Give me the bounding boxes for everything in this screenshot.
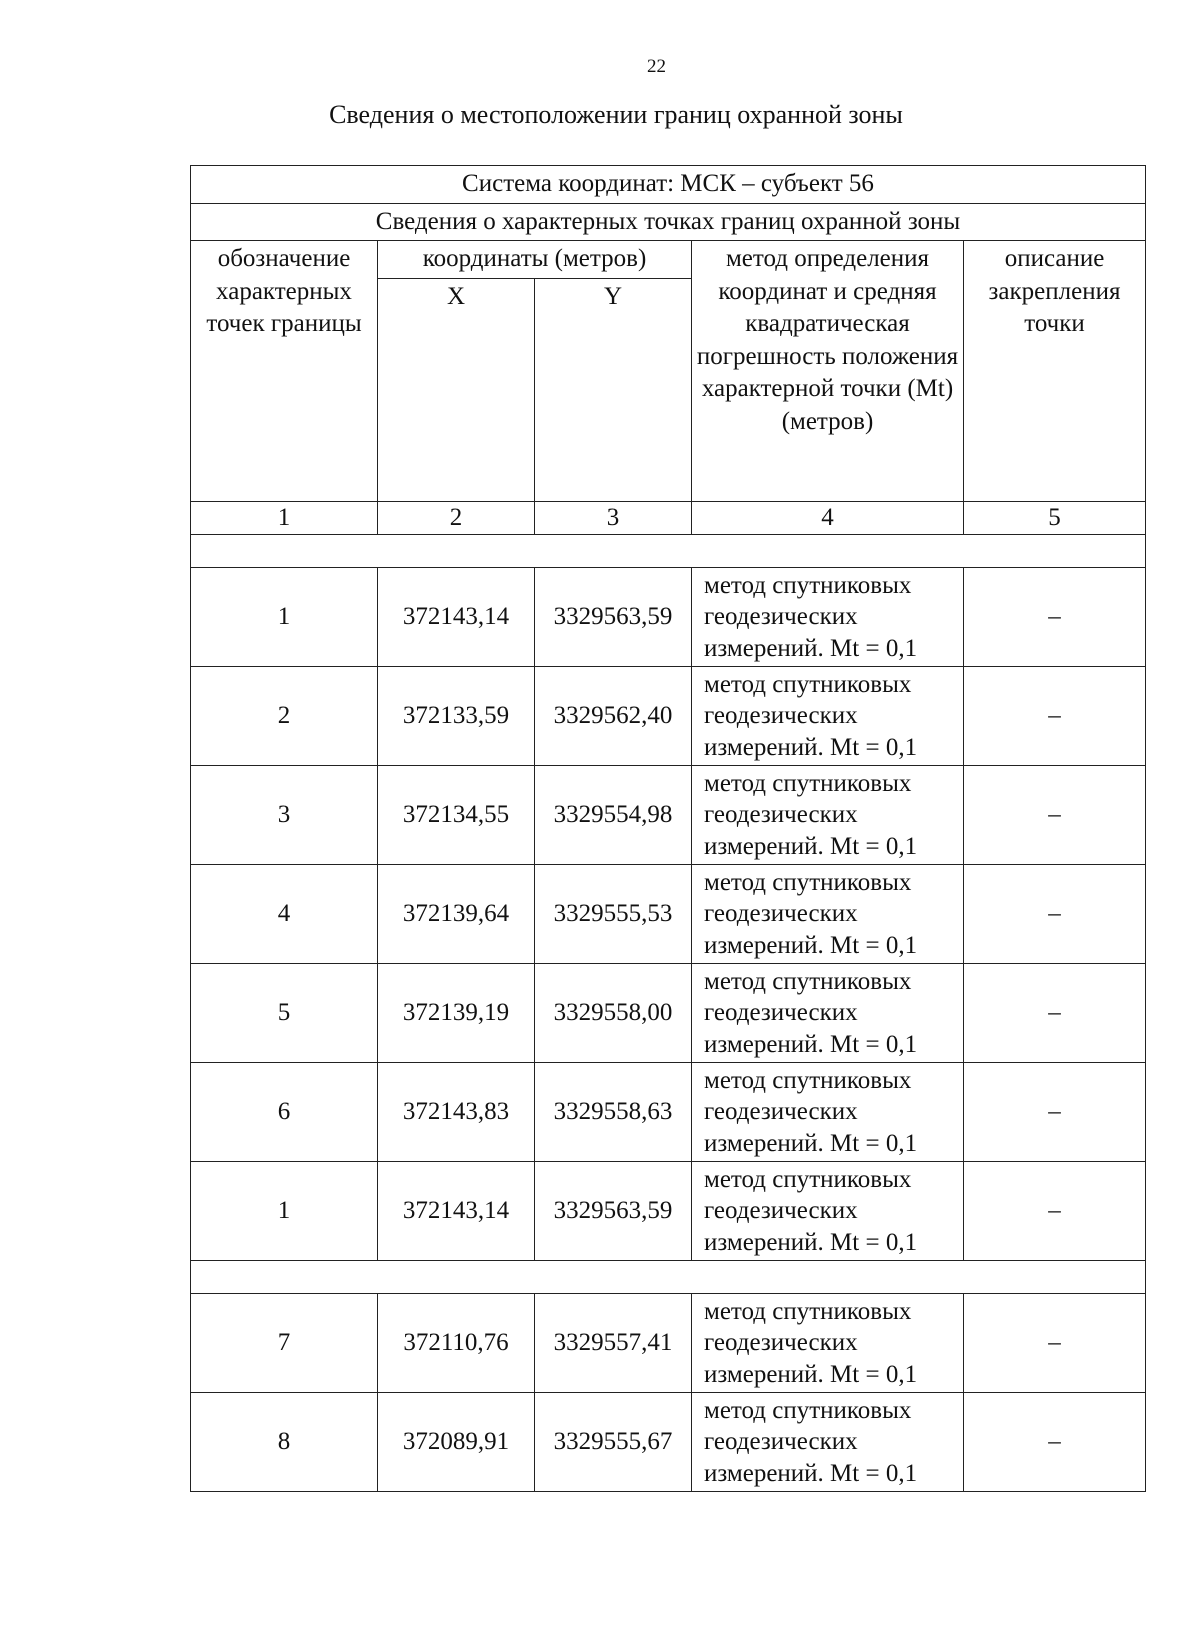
y-coordinate-cell: 3329555,67	[535, 1393, 692, 1492]
coord-system-header: Система координат: МСК – субъект 56	[191, 166, 1146, 204]
y-coordinate-cell: 3329562,40	[535, 667, 692, 766]
method-cell: метод спутниковых геодезических измерений. Mt = 0,1	[692, 766, 964, 865]
method-cell: метод спутниковых геодезических измерений. Mt = 0,1	[692, 1162, 964, 1261]
group-separator	[191, 1261, 1146, 1294]
table-row	[191, 1294, 1146, 1393]
document-title: Сведения о местоположении границ охранной зоны	[329, 100, 903, 129]
y-coordinate-cell: 3329563,59	[535, 568, 692, 667]
col-header-y: Y	[535, 278, 692, 501]
x-coordinate-cell: 372133,59	[378, 667, 535, 766]
description-cell: –	[964, 766, 1146, 865]
y-coordinate-cell: 3329557,41	[535, 1294, 692, 1393]
col-header-description: описание закрепления точки	[964, 241, 1146, 502]
table-row	[191, 865, 1146, 964]
table-row	[191, 568, 1146, 667]
col-number: 4	[692, 501, 964, 535]
y-coordinate-cell: 3329563,59	[535, 1162, 692, 1261]
point-cell: 5	[191, 964, 378, 1063]
table-row	[191, 964, 1146, 1063]
method-cell: метод спутниковых геодезических измерений. Mt = 0,1	[692, 1393, 964, 1492]
col-number: 3	[535, 501, 692, 535]
table-row	[191, 1063, 1146, 1162]
col-number: 1	[191, 501, 378, 535]
x-coordinate-cell: 372110,76	[378, 1294, 535, 1393]
method-cell: метод спутниковых геодезических измерений. Mt = 0,1	[692, 568, 964, 667]
method-cell: метод спутниковых геодезических измерений. Mt = 0,1	[692, 667, 964, 766]
table-row	[191, 1393, 1146, 1492]
y-coordinate-cell: 3329554,98	[535, 766, 692, 865]
point-cell: 3	[191, 766, 378, 865]
point-cell: 1	[191, 568, 378, 667]
point-cell: 1	[191, 1162, 378, 1261]
x-coordinate-cell: 372143,14	[378, 1162, 535, 1261]
method-cell: метод спутниковых геодезических измерений. Mt = 0,1	[692, 865, 964, 964]
group-separator	[191, 535, 1146, 568]
description-cell: –	[964, 964, 1146, 1063]
description-cell: –	[964, 1393, 1146, 1492]
x-coordinate-cell: 372089,91	[378, 1393, 535, 1492]
x-coordinate-cell: 372134,55	[378, 766, 535, 865]
description-cell: –	[964, 1063, 1146, 1162]
point-cell: 7	[191, 1294, 378, 1393]
description-cell: –	[964, 865, 1146, 964]
y-coordinate-cell: 3329558,00	[535, 964, 692, 1063]
col-header-coordinates: координаты (метров)	[378, 241, 692, 279]
col-header-x: X	[378, 278, 535, 501]
boundary-points-table	[190, 165, 1146, 1492]
point-cell: 4	[191, 865, 378, 964]
table-row	[191, 1162, 1146, 1261]
table-row	[191, 766, 1146, 865]
description-cell: –	[964, 667, 1146, 766]
x-coordinate-cell: 372143,83	[378, 1063, 535, 1162]
x-coordinate-cell: 372139,19	[378, 964, 535, 1063]
table-row	[191, 667, 1146, 766]
point-cell: 2	[191, 667, 378, 766]
col-header-method: метод определения координат и средняя квадратическая погрешность положения характерной точки (Mt) (метров)	[692, 241, 964, 502]
x-coordinate-cell: 372143,14	[378, 568, 535, 667]
y-coordinate-cell: 3329558,63	[535, 1063, 692, 1162]
description-cell: –	[964, 1294, 1146, 1393]
x-coordinate-cell: 372139,64	[378, 865, 535, 964]
y-coordinate-cell: 3329555,53	[535, 865, 692, 964]
method-cell: метод спутниковых геодезических измерений. Mt = 0,1	[692, 964, 964, 1063]
col-header-point: обозначение характерных точек границы	[191, 241, 378, 502]
description-cell: –	[964, 568, 1146, 667]
method-cell: метод спутниковых геодезических измерений. Mt = 0,1	[692, 1294, 964, 1393]
description-cell: –	[964, 1162, 1146, 1261]
method-cell: метод спутниковых геодезических измерений. Mt = 0,1	[692, 1063, 964, 1162]
point-cell: 6	[191, 1063, 378, 1162]
point-cell: 8	[191, 1393, 378, 1492]
col-number: 2	[378, 501, 535, 535]
page-number: 22	[647, 56, 666, 77]
col-number: 5	[964, 501, 1146, 535]
section-header: Сведения о характерных точках границ охранной зоны	[191, 203, 1146, 241]
